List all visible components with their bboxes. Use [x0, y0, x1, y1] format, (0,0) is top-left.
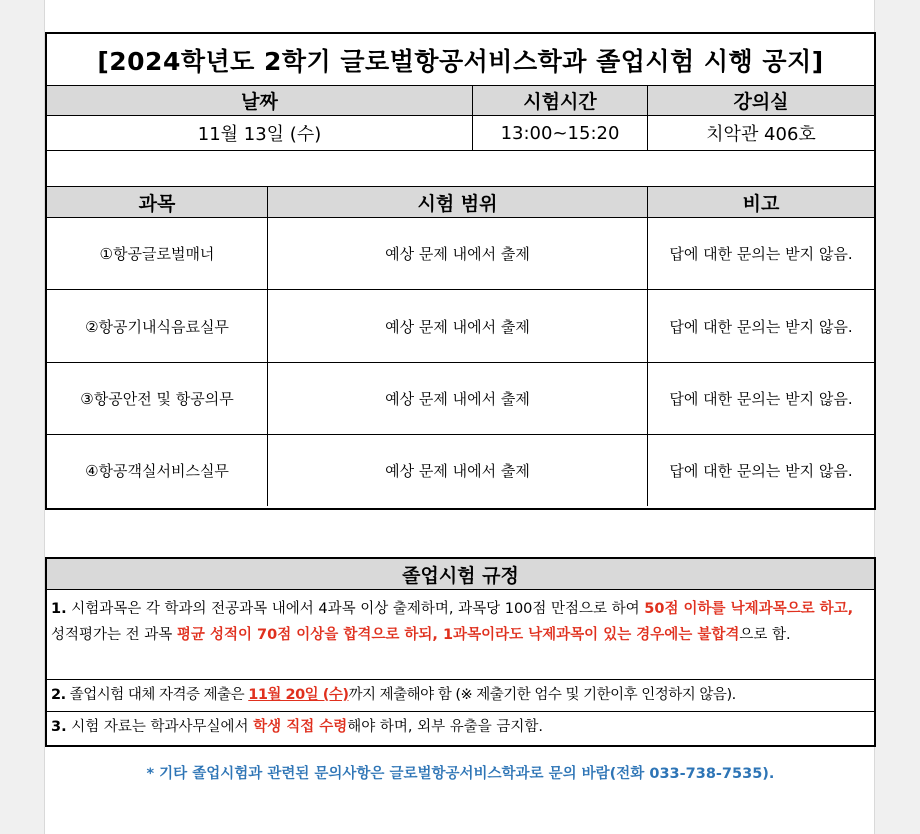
rule-text: 시험과목은 각 학과의 전공과목 내에서 4과목 이상 출제하며, 과목당 100점 만점으로 하여 [66, 601, 645, 617]
rule-highlight: 50점 이하를 낙제과목으로 하고, [644, 601, 854, 617]
table-row [47, 218, 874, 290]
rule-text: 까지 제출해야 함 (※ 제출기한 엄수 및 기한이후 인정하지 않음). [348, 687, 736, 703]
note-cell: 답에 대한 문의는 받지 않음. [669, 317, 853, 336]
title-row [47, 34, 874, 86]
rule-highlight: 11월 20일 (수) [248, 687, 349, 703]
note-cell: 답에 대한 문의는 받지 않음. [669, 245, 853, 263]
rules-title: 졸업시험 규정 [402, 564, 519, 587]
rule-highlight: 학생 직접 수령 [253, 719, 348, 735]
scope-cell: 예상 문제 내에서 출제 [268, 363, 648, 434]
spacer-row [47, 151, 874, 187]
subject-cell: ④항공객실서비스실무 [47, 435, 268, 506]
rule-number: 2. [51, 687, 66, 703]
rule-number: 3. [51, 719, 67, 735]
scope-cell: 예상 문제 내에서 출제 [268, 435, 648, 506]
exam-notice-table [45, 32, 876, 510]
exam-room: 치악관 406호 [706, 124, 816, 145]
rule-text: 으로 함. [739, 627, 791, 643]
exam-time: 13:00~15:20 [473, 116, 648, 150]
schedule-header-row [47, 86, 874, 116]
room-header: 강의실 [733, 91, 789, 113]
scope-header: 시험 범위 [268, 187, 648, 217]
table-row [47, 290, 874, 363]
subject-header: 과목 [47, 187, 268, 217]
table-row [47, 435, 874, 506]
notice-title: [2024학년도 2학기 글로벌항공서비스학과 졸업시험 시행 공지] [97, 46, 824, 76]
rule-text: 시험 자료는 학과사무실에서 [66, 719, 254, 735]
rules-header-row [47, 559, 874, 590]
note-cell: 답에 대한 문의는 받지 않음. [669, 390, 853, 408]
table-row [47, 363, 874, 435]
rule-highlight: 평균 성적이 70점 이상을 합격으로 하되, 1과목이라도 낙제과목이 있는 경우에는 불합격 [176, 627, 740, 643]
rule-text: 졸업시험 대체 자격증 제출은 [65, 687, 249, 703]
contact-footer-note: * 기타 졸업시험과 관련된 문의사항은 글로벌항공서비스학과로 문의 바람(전화 033-738-7535). [146, 766, 775, 782]
scope-cell: 예상 문제 내에서 출제 [268, 290, 648, 362]
rule-text: 성적평가는 전 과목 [51, 627, 177, 643]
note-cell: 답에 대한 문의는 받지 않음. [669, 462, 853, 480]
subject-cell: ③항공안전 및 항공의무 [47, 363, 268, 434]
subject-cell: ①항공글로벌매너 [47, 218, 268, 289]
scope-cell: 예상 문제 내에서 출제 [268, 218, 648, 289]
rule-number: 1. [51, 601, 67, 617]
rule-1 [47, 590, 874, 680]
schedule-value-row [47, 116, 874, 151]
rule-3 [47, 712, 874, 743]
rule-text: 해야 하며, 외부 유출을 금지함. [347, 719, 544, 735]
exam-date: 11월 13일 (수) [47, 116, 473, 150]
subject-header-row [47, 187, 874, 218]
note-header: 비고 [742, 192, 780, 215]
rule-2 [47, 680, 874, 712]
date-header: 날짜 [47, 86, 473, 115]
graduation-rules-table [45, 557, 876, 747]
subject-cell: ②항공기내식음료실무 [47, 290, 268, 362]
time-header: 시험시간 [473, 86, 648, 115]
